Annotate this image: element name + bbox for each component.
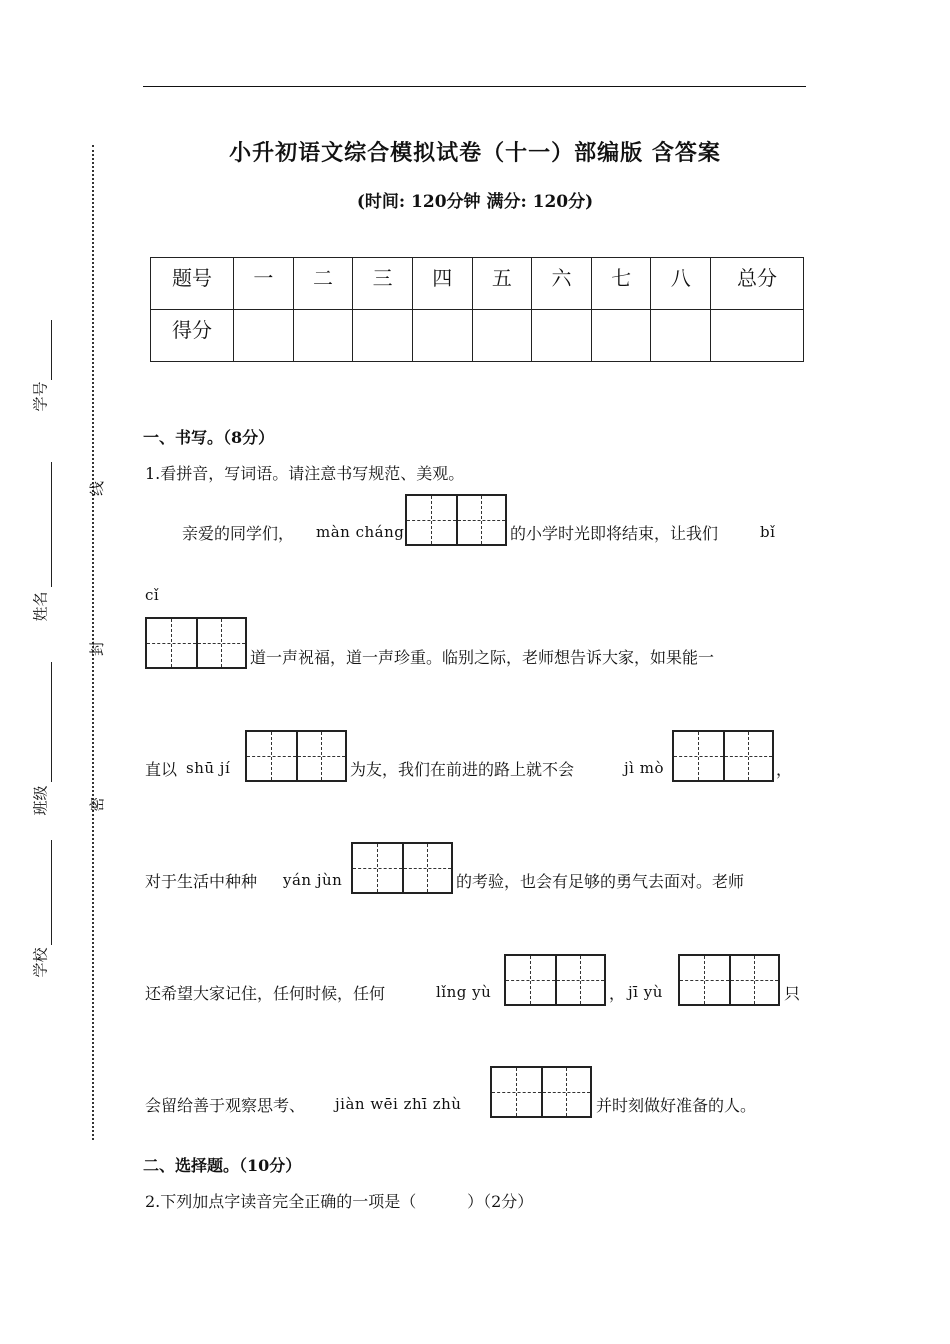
score-cell[interactable] [472,310,532,362]
writing-grid-yan-jun[interactable] [351,842,453,894]
pinyin-ji-yu: jī yù [628,983,663,1001]
score-table-score-row [151,310,804,362]
table-header-cell: 七 [591,258,651,310]
passage-text: 并时刻做好准备的人。 [596,1096,757,1115]
writing-grid-man-chang[interactable] [405,494,507,546]
table-header-cell: 四 [412,258,472,310]
table-header-cell: 二 [293,258,353,310]
name-blank[interactable] [51,462,52,587]
score-cell[interactable] [711,310,804,362]
score-cell[interactable] [532,310,592,362]
school-label: 学校 [31,947,50,978]
passage-text: 对于生活中种种 [145,872,258,891]
section-2-heading: 二、选择题。（10分） [143,1156,302,1175]
pinyin-yan-jun: yán jùn [283,871,343,889]
score-row-label: 得分 [151,310,234,362]
passage-text: 的小学时光即将结束，让我们 [510,524,719,543]
table-header-cell: 三 [353,258,413,310]
question-1-prompt: 1.看拼音，写词语。请注意书写规范、美观。 [145,464,465,483]
passage-text: ， [609,984,626,1003]
pinyin-ji-mo: jì mò [624,759,664,777]
name-label: 姓名 [31,591,50,622]
score-table-header-row [151,258,804,310]
writing-grid-ji-yu[interactable] [678,954,780,1006]
class-label: 班级 [31,785,50,816]
passage-text: ， [776,760,793,779]
writing-grid-ling-yu[interactable] [504,954,606,1006]
score-cell[interactable] [353,310,413,362]
page-title: 小升初语文综合模拟试卷（十一）部编版 含答案 [229,140,721,166]
student-id-label: 学号 [31,381,50,412]
time-score-info: (时间: 120分钟 满分: 120分) [356,192,594,212]
passage-text: 还希望大家记住，任何时候，任何 [145,984,386,1003]
seal-char-secret: 密 [88,796,107,813]
student-id-blank[interactable] [51,320,52,380]
pinyin-ci: cǐ [145,586,160,604]
table-header-cell: 题号 [151,258,234,310]
writing-grid-ji-mo[interactable] [672,730,774,782]
pinyin-ling-yu: lǐng yù [436,983,492,1001]
passage-text: 直以 [145,760,178,779]
score-cell[interactable] [651,310,711,362]
school-blank[interactable] [51,840,52,945]
score-table [150,257,804,362]
writing-grid-bi-ci[interactable] [145,617,247,669]
seal-char-line: 线 [88,480,107,497]
pinyin-man-chang: màn cháng [316,523,405,541]
table-header-cell: 总分 [711,258,804,310]
table-header-cell: 一 [234,258,294,310]
passage-text: 的考验，也会有足够的勇气去面对。老师 [456,872,745,891]
seal-char-seal: 封 [88,640,107,657]
score-cell[interactable] [591,310,651,362]
score-cell[interactable] [293,310,353,362]
pinyin-bi: bǐ [760,523,776,541]
passage-text: 只 [784,984,801,1003]
class-blank[interactable] [51,662,52,782]
pinyin-shu-ji: shū jí [186,759,231,777]
writing-grid-jian-wei[interactable] [490,1066,592,1118]
table-header-cell: 八 [651,258,711,310]
passage-text: 道一声祝福，道一声珍重。临别之际，老师想告诉大家，如果能一 [250,648,715,667]
writing-grid-shu-ji[interactable] [245,730,347,782]
score-cell[interactable] [412,310,472,362]
table-header-cell: 五 [472,258,532,310]
passage-text: 为友，我们在前进的路上就不会 [350,760,575,779]
pinyin-jian-wei-zhi-zhu: jiàn wēi zhī zhù [335,1095,462,1113]
score-cell[interactable] [234,310,294,362]
passage-text: 会留给善于观察思考、 [145,1096,306,1115]
passage-text: 亲爱的同学们， [182,524,295,543]
section-1-heading: 一、书写。（8分） [143,428,275,447]
table-header-cell: 六 [532,258,592,310]
top-rule [143,86,806,87]
question-2-prompt: 2.下列加点字读音完全正确的一项是（ ）（2分） [145,1192,534,1211]
